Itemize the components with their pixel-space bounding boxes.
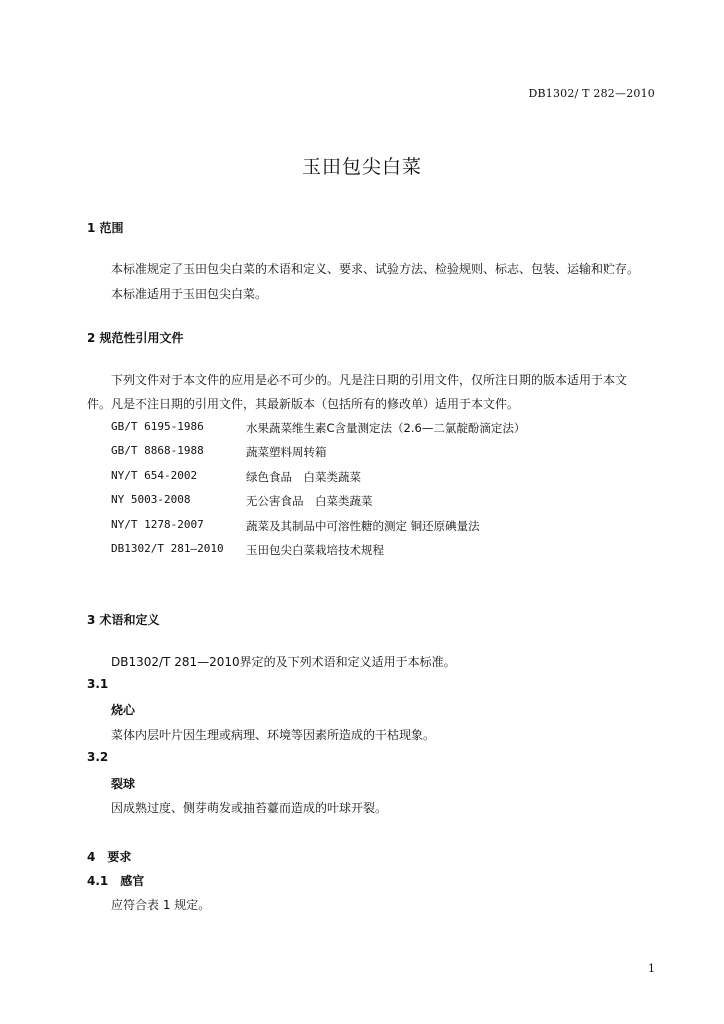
reference-name: 水果蔬菜维生素C含量测定法（2.6—二氯靛酚滴定法）: [246, 421, 526, 435]
reference-name: 绿色食品 白菜类蔬菜: [246, 470, 361, 484]
reference-name: 蔬菜塑料周转箱: [246, 445, 327, 459]
reference-code: GB/T 8868-1988: [111, 444, 204, 457]
standard-number: DB1302/ T 282—2010: [528, 87, 655, 100]
reference-code: DB1302/T 281—2010: [111, 542, 224, 555]
section-2-intro-line-1: 下列文件对于本文件的应用是必不可少的。凡是注日期的引用文件，仅所注日期的版本适用于本文: [111, 373, 628, 387]
term-definition: 因成熟过度、侧芽萌发或抽苔薹而造成的叶球开裂。: [111, 801, 388, 815]
reference-name: 蔬菜及其制品中可溶性糖的测定 铜还原碘量法: [246, 519, 480, 533]
term-definition: 菜体内层叶片因生理或病理、环境等因素所造成的干枯现象。: [111, 728, 436, 742]
reference-code: GB/T 6195-1986: [111, 420, 204, 433]
section-4-heading: 4 要求: [87, 850, 132, 864]
page-number: 1: [648, 962, 655, 975]
term-name: 烧心: [111, 703, 136, 717]
reference-name: 玉田包尖白菜栽培技术规程: [246, 543, 384, 557]
term-number: 3.2: [87, 750, 109, 764]
section-2-intro-line-2: 件。凡是不注日期的引用文件，其最新版本（包括所有的修改单）适用于本文件。: [87, 397, 520, 411]
term-name: 裂球: [111, 777, 136, 791]
section-1-heading: 1 范围: [87, 221, 124, 235]
section-1-paragraph-2: 本标准适用于玉田包尖白菜。: [111, 287, 268, 301]
section-3-intro: DB1302/T 281—2010界定的及下列术语和定义适用于本标准。: [111, 655, 456, 669]
section-4-1-heading: 4.1 感官: [87, 874, 145, 888]
reference-code: NY/T 1278-2007: [111, 518, 204, 531]
document-title: 玉田包尖白菜: [301, 156, 422, 178]
reference-code: NY/T 654-2002: [111, 469, 198, 482]
section-3-heading: 3 术语和定义: [87, 613, 160, 627]
reference-code: NY 5003-2008: [111, 493, 191, 506]
section-2-heading: 2 规范性引用文件: [87, 331, 184, 345]
section-4-1-text: 应符合表 1 规定。: [111, 898, 211, 912]
reference-name: 无公害食品 白菜类蔬菜: [246, 494, 373, 508]
section-1-paragraph-1: 本标准规定了玉田包尖白菜的术语和定义、要求、试验方法、检验规则、标志、包装、运输和贮存。: [111, 262, 640, 276]
term-number: 3.1: [87, 677, 109, 691]
